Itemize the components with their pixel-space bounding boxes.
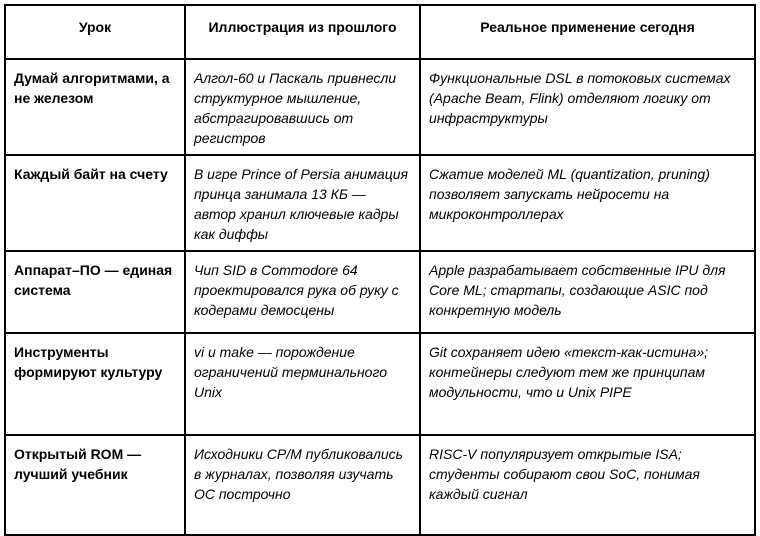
header-past: Иллюстрация из прошлого: [185, 5, 420, 59]
table-row: [5, 59, 755, 155]
past-cell: Чип SID в Commodore 64 проектировался рука об руку с кодерами демосцены: [185, 251, 420, 333]
table-header-row: [5, 5, 755, 59]
today-cell: RISC-V популяризует открытые ISA; студенты собирают свои SoC, понимая каждый сигнал: [420, 435, 755, 535]
lesson-cell: Открытый ROM — лучший учебник: [5, 435, 185, 535]
past-cell: vi и make — порождение ограничений терминального Unix: [185, 333, 420, 435]
table-row: [5, 155, 755, 251]
header-today: Реальное применение сегодня: [420, 5, 755, 59]
lessons-table: [4, 4, 756, 536]
table-row: [5, 251, 755, 333]
table-row: [5, 435, 755, 535]
past-cell: Алгол-60 и Паскаль привнесли структурное мышление, абстрагировавшись от регистров: [185, 59, 420, 155]
header-lesson: Урок: [5, 5, 185, 59]
lesson-cell: Инструменты формируют культуру: [5, 333, 185, 435]
today-cell: Apple разрабатывает собственные IPU для Core ML; стартапы, создающие ASIC под конкретную модель: [420, 251, 755, 333]
lesson-cell: Думай алгоритмами, а не железом: [5, 59, 185, 155]
table-row: [5, 333, 755, 435]
today-cell: Git сохраняет идею «текст-как-истина»; контейнеры следуют тем же принципам модульности, что и Unix PIPE: [420, 333, 755, 435]
lesson-cell: Каждый байт на счету: [5, 155, 185, 251]
today-cell: Функциональные DSL в потоковых системах (Apache Beam, Flink) отделяют логику от инфраструктуры: [420, 59, 755, 155]
lesson-cell: Аппарат–ПО — единая система: [5, 251, 185, 333]
past-cell: В игре Prince of Persia анимация принца занимала 13 КБ — автор хранил ключевые кадры как диффы: [185, 155, 420, 251]
today-cell: Сжатие моделей ML (quantization, pruning) позволяет запускать нейросети на микроконтроллерах: [420, 155, 755, 251]
past-cell: Исходники CP/M публиковались в журналах, позволяя изучать ОС построчно: [185, 435, 420, 535]
